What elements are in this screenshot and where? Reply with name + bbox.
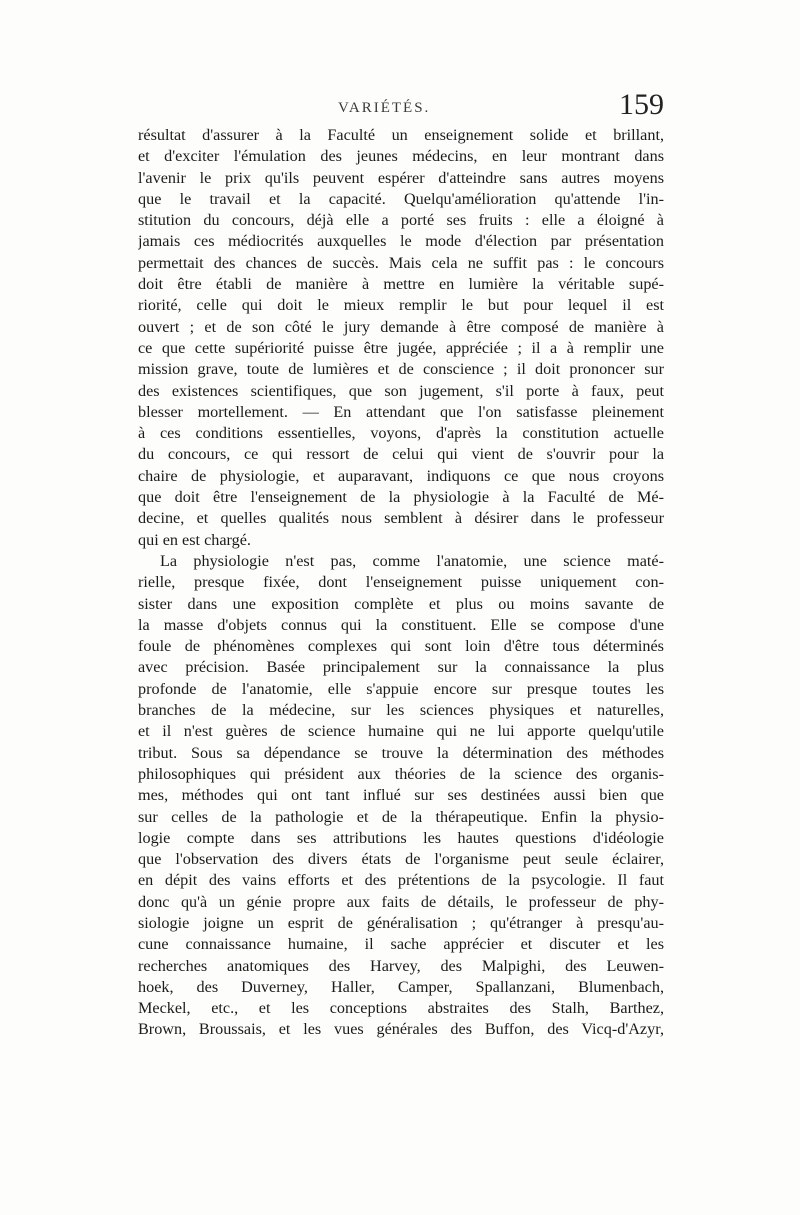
running-header xyxy=(138,86,664,126)
text-line: stitution du concours, déjà elle a porté ses fruits : elle a éloigné à xyxy=(138,211,664,230)
text-line: Brown, Broussais, et les vues générales des Buffon, des Vicq-d'Azyr, xyxy=(138,1020,664,1039)
text-line: en dépit des vains efforts et des prétentions de la psycologie. Il faut xyxy=(138,871,664,890)
body-text xyxy=(138,125,664,1041)
text-line: La physiologie n'est pas, comme l'anatomie, une science maté- xyxy=(160,551,664,570)
text-line: profonde de l'anatomie, elle s'appuie encore sur presque toutes les xyxy=(138,679,664,698)
text-line: tribut. Sous sa dépendance se trouve la détermination des méthodes xyxy=(138,743,664,762)
page-number: 159 xyxy=(619,88,664,121)
text-line: donc qu'à un génie propre aux faits de détails, le professeur de phy- xyxy=(138,892,664,911)
text-line: jamais ces médiocrités auxquelles le mode d'élection par présentation xyxy=(138,232,664,251)
text-line: cune connaissance humaine, il sache apprécier et discuter et les xyxy=(138,935,664,954)
text-line: l'avenir le prix qu'ils peuvent espérer d'atteindre sans autres moyens xyxy=(138,168,664,187)
text-line: et d'exciter l'émulation des jeunes médecins, en leur montrant dans xyxy=(138,147,664,166)
paragraph-2 xyxy=(138,551,664,1041)
text-line: blesser mortellement. — En attendant que l'on satisfasse pleinement xyxy=(138,402,664,421)
text-line: et il n'est guères de science humaine qui ne lui apporte quelqu'utile xyxy=(138,722,664,741)
text-line: des existences scientifiques, que son jugement, s'il porte à faux, peut xyxy=(138,381,664,400)
running-title: VARIÉTÉS. xyxy=(338,100,431,116)
text-line: riorité, celle qui doit le mieux remplir le but pour lequel il est xyxy=(138,296,664,315)
text-line: logie compte dans ses attributions les hautes questions d'idéologie xyxy=(138,828,664,847)
text-line: foule de phénomènes complexes qui sont loin d'être tous déterminés xyxy=(138,637,664,656)
text-line: rielle, presque fixée, dont l'enseignement puisse uniquement con- xyxy=(138,573,664,592)
text-line: qui en est chargé. xyxy=(138,530,251,549)
text-line: du concours, ce qui ressort de celui qui vient de s'ouvrir pour la xyxy=(138,445,664,464)
text-line: ouvert ; et de son côté le jury demande à être composé de manière à xyxy=(138,317,664,336)
text-line: sur celles de la pathologie et de la thérapeutique. Enfin la physio- xyxy=(138,807,664,826)
text-line: ce que cette supériorité puisse être jugée, appréciée ; il a à remplir une xyxy=(138,338,664,357)
text-line: que doit être l'enseignement de la physiologie à la Faculté de Mé- xyxy=(138,488,664,507)
text-line: à ces conditions essentielles, voyons, d'après la constitution actuelle xyxy=(138,424,664,443)
text-line: que le travail et la capacité. Quelqu'amélioration qu'attende l'in- xyxy=(138,189,664,208)
text-line: hoek, des Duverney, Haller, Camper, Spallanzani, Blumenbach, xyxy=(138,977,664,996)
text-line: Meckel, etc., et les conceptions abstraites des Stalh, Barthez, xyxy=(138,999,664,1018)
paragraph-1 xyxy=(138,125,664,551)
text-line: avec précision. Basée principalement sur la connaissance la plus xyxy=(138,658,664,677)
text-line: la masse d'objets connus qui la constituent. Elle se compose d'une xyxy=(138,615,664,634)
text-line: que l'observation des divers états de l'organisme peut seule éclairer, xyxy=(138,850,664,869)
text-line: doit être établi de manière à mettre en lumière la véritable supé- xyxy=(138,275,664,294)
text-line: decine, et quelles qualités nous semblent à désirer dans le professeur xyxy=(138,509,664,528)
text-line: branches de la médecine, sur les sciences physiques et naturelles, xyxy=(138,701,664,720)
text-line: permettait des chances de succès. Mais cela ne suffit pas : le concours xyxy=(138,253,664,272)
text-line: siologie joigne un esprit de généralisation ; qu'étranger à presqu'au- xyxy=(138,913,664,932)
text-line: sister dans une exposition complète et plus ou moins savante de xyxy=(138,594,664,613)
text-line: mes, méthodes qui ont tant influé sur ses destinées aussi bien que xyxy=(138,786,664,805)
text-line: résultat d'assurer à la Faculté un enseignement solide et brillant, xyxy=(138,126,664,144)
text-line: mission grave, toute de lumières et de conscience ; il doit prononcer sur xyxy=(138,360,664,379)
text-line: recherches anatomiques des Harvey, des Malpighi, des Leuwen- xyxy=(138,956,664,975)
text-line: philosophiques qui président aux théories de la science des organis- xyxy=(138,764,664,783)
text-line: chaire de physiologie, et auparavant, indiquons ce que nous croyons xyxy=(138,466,664,485)
